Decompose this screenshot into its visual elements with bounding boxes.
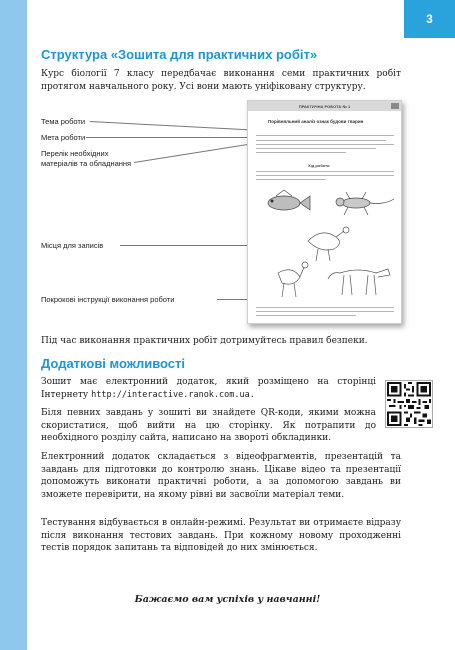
page-number: 3 (404, 0, 455, 38)
leader-instructions (217, 299, 250, 300)
worksheet-subheading: Хід роботи (308, 163, 330, 168)
label-topic: Тема роботи (41, 117, 86, 126)
extra-paragraph-2: Біля певних завдань у зошиті ви знайдете QR-коди, якими можна скористатися, щоб вийти на цю сторінку. Як потрапити до необхідного розділу сайта, написано на звороті обкладинки. (41, 408, 376, 443)
leader-goal (86, 137, 250, 138)
worksheet-line (256, 171, 394, 172)
section-title-structure: Структура «Зошита для практичних робіт» (41, 47, 318, 62)
label-materials (41, 149, 131, 168)
mammal-skeleton-icon (328, 269, 390, 295)
label-materials-line2: матеріалів та обладнання (41, 158, 132, 168)
worksheet-line (256, 152, 346, 153)
worksheet-line (256, 135, 394, 136)
qr-code-icon[interactable] (385, 380, 433, 428)
bird-skeleton-standing-icon (278, 262, 308, 297)
label-materials-line1: Перелік необхідних (41, 149, 109, 158)
label-instructions: Покрокові інструкції виконання роботи (41, 295, 175, 304)
worksheet-line (256, 175, 394, 176)
fish-icon (268, 190, 310, 210)
animal-illustrations (248, 185, 401, 305)
safety-note: Під час виконання практичних робіт дотримуйтесь правил безпеки. (41, 336, 368, 346)
worksheet-line (256, 140, 386, 141)
leader-records (120, 245, 248, 246)
interactive-url-link[interactable]: http://interactive.ranok.com.ua. (91, 389, 255, 400)
label-records: Місця для записів (41, 241, 104, 250)
section-title-extra: Додаткові можливості (41, 356, 186, 371)
lizard-icon (336, 192, 394, 215)
worksheet-line (256, 179, 326, 180)
extra-paragraph-1-text: Зошит має електронний додаток, який розміщено на сторінці Інтернету (41, 377, 376, 400)
worksheet-line (256, 148, 376, 149)
extra-paragraph-1 (41, 376, 376, 401)
worksheet-line (256, 307, 394, 308)
extra-paragraph-3: Електронний додаток складається з відеофрагментів, презентацій та завдань для підготовки до контролю знань. Цікаве відео та презентації допоможуть виконати практичні роботи, а за допомогою завдань ви зможете перевірити, на якому рівні ви засвоїли матеріал теми. (41, 452, 401, 500)
leader-topic (90, 121, 271, 131)
label-goal: Мета роботи (41, 133, 86, 142)
closing-wish: Бажаємо вам успіхів у навчанні! (134, 594, 321, 605)
worksheet-title: Порівняльний аналіз ознак будови тварин (268, 119, 364, 124)
left-margin-bar (0, 0, 27, 650)
worksheet-corner-mark (391, 103, 399, 109)
extra-paragraph-4: Тестування відбувається в онлайн-режимі. Результат ви отримаєте відразу після виконання тестових завдань. При кожному новому проходженні тестів порядок запитань та відповідей до них змінюється. (41, 518, 401, 553)
bird-skeleton-icon (308, 227, 349, 261)
intro-paragraph: Курс біології 7 класу передбачає виконання семи практичних робіт протягом навчального року. Усі вони мають уніфіковану структуру. (41, 69, 401, 92)
worksheet-line (256, 315, 356, 316)
worksheet-line (256, 144, 394, 145)
worksheet-thumbnail (247, 100, 402, 324)
worksheet-line (256, 311, 394, 312)
leader-materials (134, 144, 248, 163)
worksheet-header: ПРАКТИЧНА РОБОТА № 1 (248, 101, 401, 111)
